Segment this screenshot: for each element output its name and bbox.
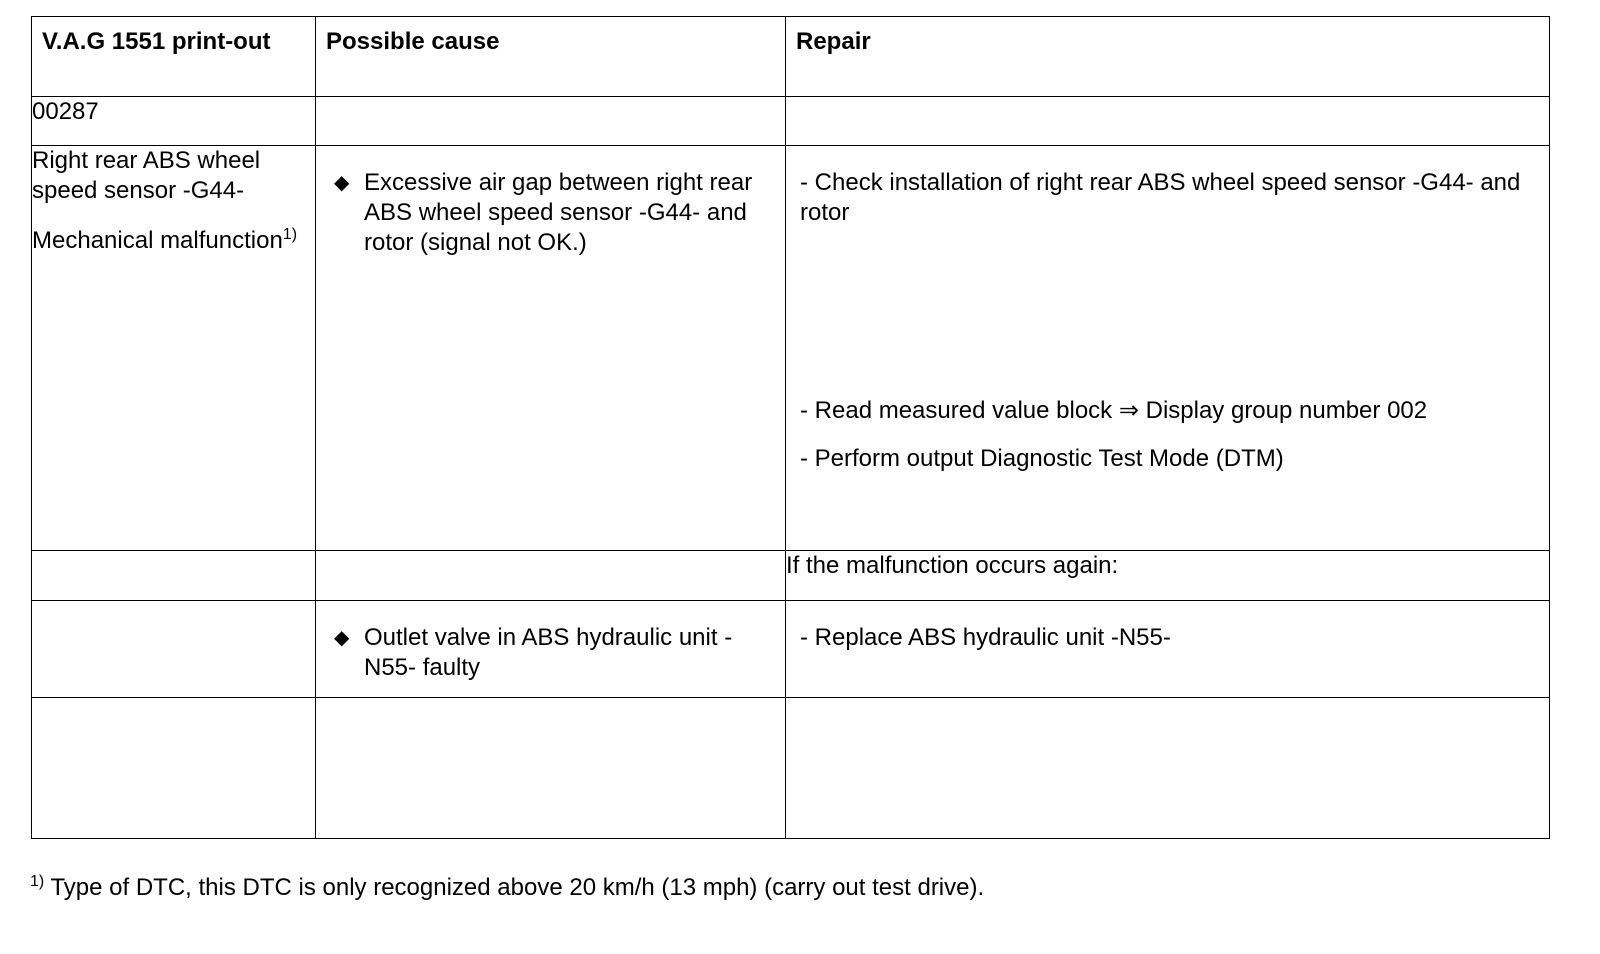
repair-cell (786, 146, 1550, 551)
empty-cell (316, 97, 786, 146)
dtc-code: 00287 (32, 97, 316, 146)
table-row-if-again (32, 551, 1550, 601)
table-row-code (32, 97, 1550, 146)
cause-item (316, 601, 785, 683)
empty-cell (786, 698, 1550, 839)
cause-cell (316, 601, 786, 698)
footnote-marker: 1) (30, 873, 45, 890)
empty-cell (786, 97, 1550, 146)
cause-cell (316, 146, 786, 551)
cause-item (316, 146, 785, 258)
empty-cell (32, 601, 316, 698)
table-header-row (32, 17, 1550, 97)
repair-replace-unit: - Replace ABS hydraulic unit -N55- (800, 624, 1171, 651)
if-malfunction-again: If the malfunction occurs again: (786, 551, 1550, 601)
empty-cell (32, 698, 316, 839)
malfunction-type: Mechanical malfunction$^{1)}$ (32, 226, 298, 254)
header-repair: Repair (786, 17, 1550, 97)
footnote-ref: 1) (282, 226, 298, 243)
table-row-air-gap (32, 146, 1550, 551)
empty-cell (32, 551, 316, 601)
header-printout: V.A.G 1551 print-out (32, 17, 316, 97)
header-possible-cause: Possible cause (316, 17, 786, 97)
cause-outlet-valve: Outlet valve in ABS hydraulic unit -N55- faulty (364, 624, 733, 681)
table-row-outlet-valve (32, 601, 1550, 698)
cause-air-gap: Excessive air gap between right rear ABS wheel speed sensor -G44- and rotor (signal not OK.) (364, 169, 753, 256)
repair-perform-dtm: - Perform output Diagnostic Test Mode (DTM) (800, 445, 1284, 472)
repair-check-installation: - Check installation of right rear ABS wheel speed sensor -G44- and rotor (800, 169, 1521, 226)
repair-read-value-block: - Read measured value block ⇒ Display group number 002 (800, 397, 1428, 424)
component-name: Right rear ABS wheel speed sensor -G44- (32, 147, 261, 204)
diamond-bullet-icon: ◆ (334, 172, 350, 194)
footnote (30, 873, 984, 903)
empty-cell (316, 551, 786, 601)
empty-cell (316, 698, 786, 839)
repair-cell (786, 601, 1550, 698)
dtc-table (31, 16, 1550, 839)
table-row-empty (32, 698, 1550, 839)
component-cell (32, 146, 316, 551)
diamond-bullet-icon: ◆ (334, 627, 350, 649)
footnote-text: Type of DTC, this DTC is only recognized above 20 km/h (13 mph) (carry out test drive). (44, 874, 985, 901)
